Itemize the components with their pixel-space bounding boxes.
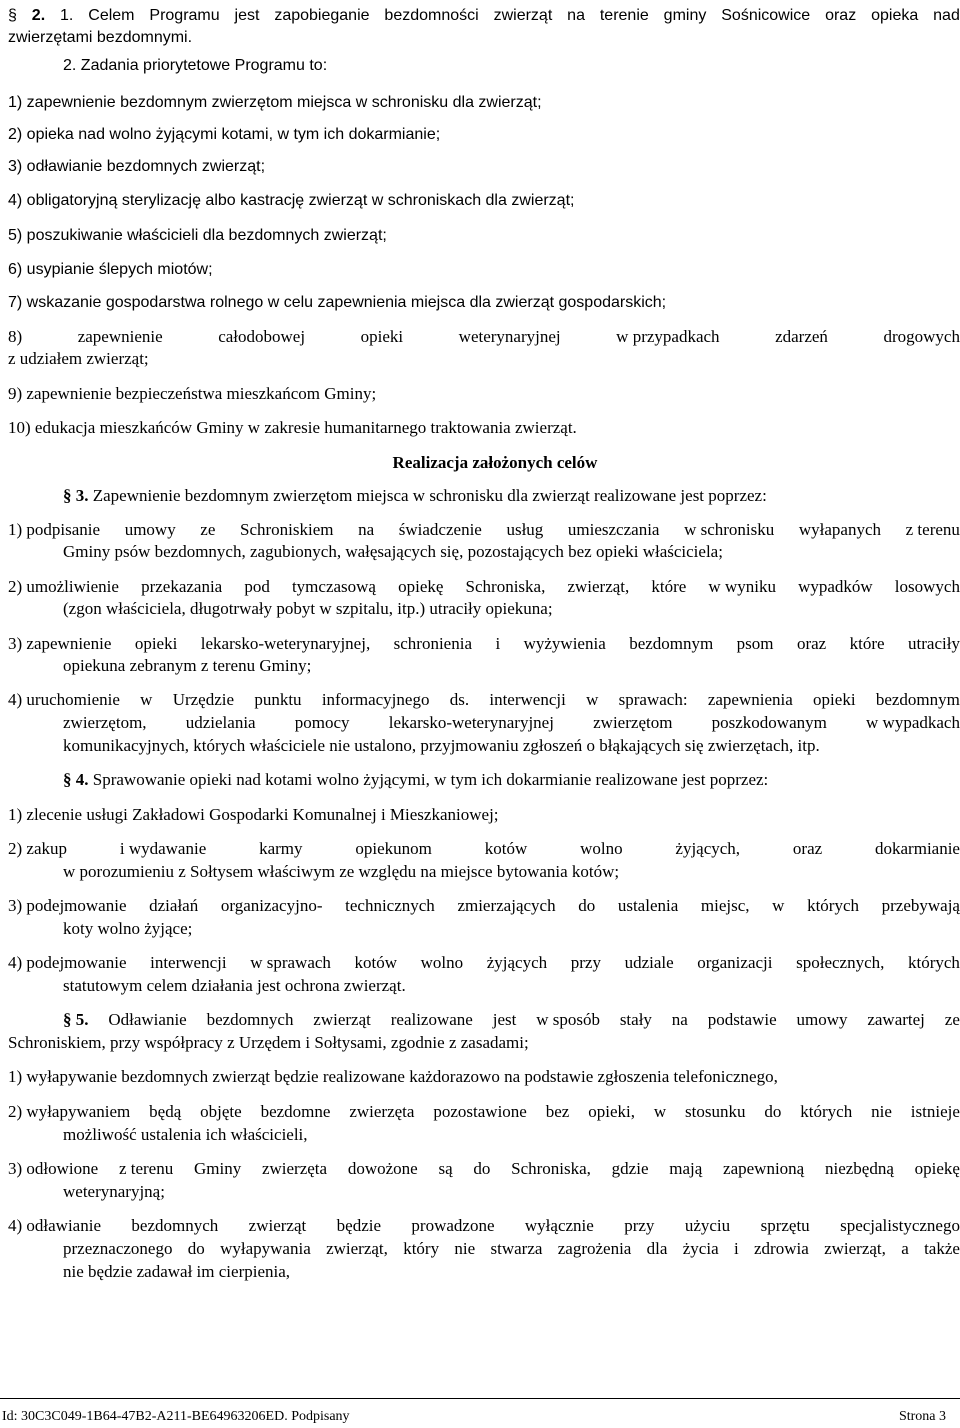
section5-item-3-line2: weterynaryjną; [63,1182,165,1201]
section3-item-2-line1: 2) umożliwienie przekazania pod tymczasową opiekę Schroniska, zwierząt, które w wyniku wypadków losowych [8,577,960,596]
section5-item-1: 1) wyłapywanie bezdomnych zwierząt będzie realizowane każdorazowo na podstawie zgłoszenia telefonicznego, [8,1067,778,1086]
section4-item-2-line2: w porozumieniu z Sołtysem właściwym ze względu na miejsce bytowania kotów; [63,862,620,881]
section5-item-2-line1: 2) wyłapywaniem będą objęte bezdomne zwierzęta pozostawione bez opieki, w stosunku do których nie istnieje [8,1102,960,1121]
section3-item-3-line1: 3) zapewnienie opieki lekarsko-weterynaryjnej, schronienia i wyżywienia bezdomnym psom oraz które utraciły [8,634,960,653]
section5-item-4-line3: nie będzie zadawał im cierpienia, [63,1262,291,1281]
section3-item-4-line3: komunikacyjnych, których właściciele nie ustalono, przyjmowaniu zgłoszeń o błąkających się zwierzętach, itp. [63,736,820,755]
footer-page-number: Strona 3 [898,1409,946,1424]
section4-item-2-line1: 2) zakup i wydawanie karmy opiekunom kotów wolno żyjących, oraz dokarmianie [8,839,960,858]
footer-document-id: Id: 30C3C049-1B64-47B2-A211-BE64963206ED. Podpisany [2,1409,350,1424]
section4-item-4-line2: statutowym celem działania jest ochrona zwierząt. [63,976,406,995]
section5-item-2-line2: możliwość ustalenia ich właścicieli, [63,1125,308,1144]
section4-intro: § 4. Sprawowanie opieki nad kotami wolno żyjącymi, w tym ich dokarmianie realizowane jest poprzez: [63,770,769,789]
priority-item-10: 10) edukacja mieszkańców Gminy w zakresie humanitarnego traktowania zwierząt. [8,418,577,437]
priority-item-4: 4) obligatoryjną sterylizację albo kastrację zwierząt w schroniskach dla zwierząt; [8,192,575,209]
section4-item-1: 1) zlecenie usługi Zakładowi Gospodarki Komunalnej i Mieszkaniowej; [8,805,499,824]
priority-item-8-line1: 8) zapewnienie całodobowej opieki weterynaryjnej w przypadkach zdarzeń drogowych [8,327,960,346]
priority-item-3: 3) odławianie bezdomnych zwierząt; [8,158,266,175]
section3-item-2-line2: (zgon właściciela, długotrwały pobyt w szpitalu, itp.) utraciły opiekuna; [63,599,553,618]
section3-item-4-line1: 4) uruchomienie w Urzędzie punktu informacyjnego ds. interwencji w sprawach: zapewnienia opieki bezdomnym [8,690,960,709]
priority-item-1: 1) zapewnienie bezdomnym zwierzętom miejsca w schronisku dla zwierząt; [8,94,542,111]
priority-item-5: 5) poszukiwanie właścicieli dla bezdomnych zwierząt; [8,227,387,244]
section5-item-4-line1: 4) odławianie bezdomnych zwierząt będzie prowadzone wyłącznie przy użyciu sprzętu specjalistycznego [8,1216,960,1235]
section5-item-4-line2: przeznaczonego do wyłapywania zwierząt, który nie stwarza zagrożenia dla życia i zdrowia zwierząt, a także [63,1239,960,1258]
priority-item-6: 6) usypianie ślepych miotów; [8,261,213,278]
section3-item-1-line1: 1) podpisanie umowy ze Schroniskiem na świadczenie usług umieszczania w schronisku wyłapanych z terenu [8,520,960,539]
section4-item-3-line2: koty wolno żyjące; [63,919,193,938]
section4-item-4-line1: 4) podejmowanie interwencji w sprawach kotów wolno żyjących przy udziale organizacji społecznych, których [8,953,960,972]
priority-item-2: 2) opieka nad wolno żyjącymi kotami, w tym ich dokarmianie; [8,126,441,143]
priority-item-9: 9) zapewnienie bezpieczeństwa mieszkańcom Gminy; [8,384,377,403]
section2-p1-line1: § 2. 1. Celem Programu jest zapobieganie bezdomności zwierząt na terenie gminy Sośnicowice oraz opieka nad [8,7,960,24]
section2-p1-line2: zwierzętami bezdomnymi. [8,29,193,46]
section5-intro-line2: Schroniskiem, przy współpracy z Urzędem i Sołtysami, zgodnie z zasadami; [8,1033,529,1052]
footer-rule [0,1398,960,1399]
section4-item-3-line1: 3) podejmowanie działań organizacyjno- technicznych zmierzających do ustalenia miejsc, w których przebywają [8,896,960,915]
section-heading: Realizacja założonych celów [392,453,598,472]
section3-item-4-line2: zwierzętom, udzielania pomocy lekarsko-weterynaryjnej zwierzętom poszkodowanym w wypadkach [63,713,960,732]
section2-p2-intro: 2. Zadania priorytetowe Programu to: [63,57,328,74]
section3-intro: § 3. Zapewnienie bezdomnym zwierzętom miejsca w schronisku dla zwierząt realizowane jest poprzez: [63,486,767,505]
section3-item-3-line2: opiekuna zebranym z terenu Gminy; [63,656,312,675]
priority-item-8-line2: z udziałem zwierząt; [8,349,149,368]
section5-item-3-line1: 3) odłowione z terenu Gminy zwierzęta dowożone są do Schroniska, gdzie mają zapewnioną niezbędną opiekę [8,1159,960,1178]
section5-intro-line1: § 5. Odławianie bezdomnych zwierząt realizowane jest w sposób stały na podstawie umowy zawartej ze [63,1010,960,1029]
section3-item-1-line2: Gminy psów bezdomnych, zagubionych, wałęsających się, pozostających bez opieki właściciela; [63,542,723,561]
priority-item-7: 7) wskazanie gospodarstwa rolnego w celu zapewnienia miejsca dla zwierząt gospodarskich; [8,294,667,311]
